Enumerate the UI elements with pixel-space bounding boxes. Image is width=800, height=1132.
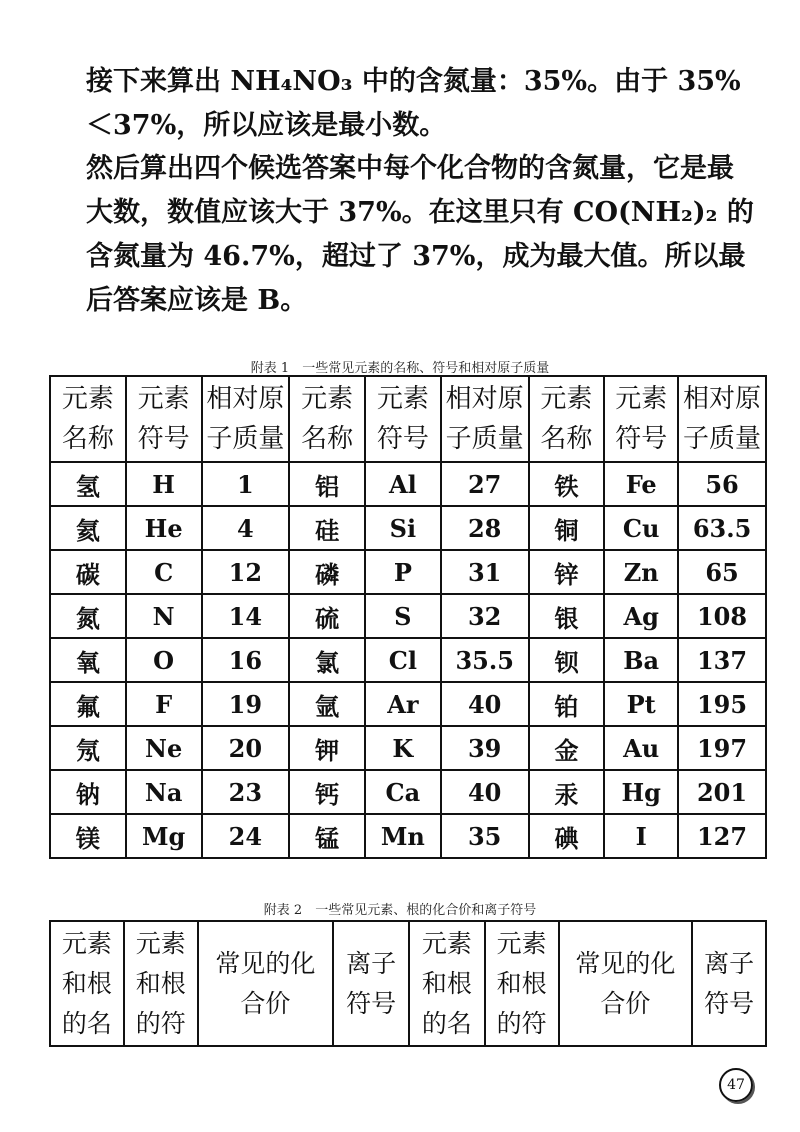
table-cell: Ag — [604, 594, 678, 638]
table1-header-line: 子质量 — [683, 424, 762, 454]
table2-header-line: 元素 — [421, 928, 472, 958]
table1-header-line: 相对原 — [445, 384, 524, 414]
table2-header-line: 和根 — [421, 968, 472, 998]
table1-caption: 附表 1 一些常见元素的名称、符号和相对原子质量 — [250, 361, 550, 376]
table-cell: 40 — [441, 770, 529, 814]
table2-header-line: 合价 — [240, 988, 291, 1018]
table-cell: 65 — [678, 550, 766, 594]
table-cell: 56 — [678, 462, 766, 506]
table-row — [50, 550, 766, 594]
table-row — [50, 726, 766, 770]
table2-header-line: 的名 — [61, 1008, 112, 1038]
table-cell: 铜 — [529, 506, 605, 550]
table-cell: Mg — [126, 814, 202, 858]
table-cell: 铂 — [529, 682, 605, 726]
table1-header-line: 名称 — [540, 424, 593, 454]
table2-header-cell — [333, 921, 409, 1046]
table-cell: 4 — [202, 506, 290, 550]
table1-header-cell — [202, 376, 290, 462]
table-cell: 16 — [202, 638, 290, 682]
table2-header-line: 符号 — [346, 988, 397, 1018]
table-cell: 35.5 — [441, 638, 529, 682]
table1-header-line: 元素 — [61, 384, 114, 414]
table2-header-row — [50, 921, 766, 1046]
table2-header-line: 元素 — [61, 928, 112, 958]
valence-table — [49, 920, 767, 1047]
table1-header-line: 子质量 — [206, 424, 285, 454]
table-cell: 氦 — [50, 506, 126, 550]
table-cell: 127 — [678, 814, 766, 858]
table-cell: 32 — [441, 594, 529, 638]
table-cell: Ca — [365, 770, 441, 814]
table1-header-line: 相对原 — [206, 384, 285, 414]
table1-header-line: 名称 — [61, 424, 114, 454]
table-cell: Mn — [365, 814, 441, 858]
table-row — [50, 638, 766, 682]
table1-header-row — [50, 376, 766, 462]
table-cell: Pt — [604, 682, 678, 726]
table2-header-line: 常见的化 — [215, 948, 316, 978]
table1-header-cell — [678, 376, 766, 462]
paragraph-1: 接下来算出 NH₄NO₃ 中的含氮量：35%。由于 35%＜37%，所以应该是最小数。 — [86, 66, 741, 141]
table2-header-cell — [124, 921, 198, 1046]
table-cell: 氩 — [289, 682, 365, 726]
table-cell: 24 — [202, 814, 290, 858]
table-cell: 35 — [441, 814, 529, 858]
table2-header-cell — [692, 921, 766, 1046]
table-cell: Cl — [365, 638, 441, 682]
table-cell: 磷 — [289, 550, 365, 594]
table-cell: 40 — [441, 682, 529, 726]
table-cell: Zn — [604, 550, 678, 594]
table-cell: 1 — [202, 462, 290, 506]
table1-header-cell — [50, 376, 126, 462]
table2-header-cell — [409, 921, 485, 1046]
table2-header-cell — [559, 921, 693, 1046]
table-cell: Ne — [126, 726, 202, 770]
table1-header-line: 相对原 — [683, 384, 762, 414]
table-cell: 银 — [529, 594, 605, 638]
table-cell: H — [126, 462, 202, 506]
table-cell: 镁 — [50, 814, 126, 858]
table-row — [50, 682, 766, 726]
table-cell: S — [365, 594, 441, 638]
table-cell: F — [126, 682, 202, 726]
table1-header-cell — [289, 376, 365, 462]
table-cell: 氮 — [50, 594, 126, 638]
table-cell: 63.5 — [678, 506, 766, 550]
table-cell: Si — [365, 506, 441, 550]
table-cell: Al — [365, 462, 441, 506]
table1-header-cell — [126, 376, 202, 462]
table2-header-line: 和根 — [496, 968, 547, 998]
table-cell: 铁 — [529, 462, 605, 506]
table-cell: K — [365, 726, 441, 770]
table1-header-line: 符号 — [376, 424, 429, 454]
page-number: 47 — [719, 1068, 753, 1102]
table-cell: Ar — [365, 682, 441, 726]
table-cell: 氟 — [50, 682, 126, 726]
table-cell: 碘 — [529, 814, 605, 858]
table2-header-line: 的符 — [135, 1008, 186, 1038]
table-cell: 氖 — [50, 726, 126, 770]
table1-header-line: 元素 — [540, 384, 593, 414]
table-cell: 137 — [678, 638, 766, 682]
table2-header-line: 离子 — [346, 948, 397, 978]
table-cell: I — [604, 814, 678, 858]
table-row — [50, 814, 766, 858]
table1-header-line: 符号 — [137, 424, 190, 454]
table-cell: 28 — [441, 506, 529, 550]
table-cell: Fe — [604, 462, 678, 506]
table2-header-line: 的名 — [421, 1008, 472, 1038]
paragraph-2: 然后算出四个候选答案中每个化合物的含氮量，它是最大数，数值应该大于 37%。在这里只有 CO(NH₂)₂ 的含氮量为 46.7%，超过了 37%，成为最大值。所以最后答案应该是 B。 — [86, 153, 754, 316]
table2-header-line: 合价 — [600, 988, 651, 1018]
table2-header-line: 元素 — [135, 928, 186, 958]
table-cell: 19 — [202, 682, 290, 726]
table1-header-line: 元素 — [137, 384, 190, 414]
table1-header-cell — [441, 376, 529, 462]
table-cell: 197 — [678, 726, 766, 770]
table2-header-cell — [485, 921, 559, 1046]
table2-header-line: 和根 — [135, 968, 186, 998]
table-cell: N — [126, 594, 202, 638]
table-cell: Na — [126, 770, 202, 814]
table-cell: 铝 — [289, 462, 365, 506]
table-row — [50, 506, 766, 550]
table-cell: 31 — [441, 550, 529, 594]
table2-header-line: 离子 — [704, 948, 755, 978]
table1-header-cell — [365, 376, 441, 462]
table2-header-line: 和根 — [61, 968, 112, 998]
table2-header-line: 元素 — [496, 928, 547, 958]
table-cell: 氢 — [50, 462, 126, 506]
table1-header-line: 名称 — [301, 424, 354, 454]
table-cell: 108 — [678, 594, 766, 638]
table-cell: O — [126, 638, 202, 682]
table-cell: 195 — [678, 682, 766, 726]
table-cell: 硫 — [289, 594, 365, 638]
table1-header-cell — [604, 376, 678, 462]
table-cell: 23 — [202, 770, 290, 814]
table-cell: 钠 — [50, 770, 126, 814]
table-cell: 钡 — [529, 638, 605, 682]
table-cell: 硅 — [289, 506, 365, 550]
element-mass-table — [49, 375, 767, 859]
table-cell: 碳 — [50, 550, 126, 594]
table-cell: 钾 — [289, 726, 365, 770]
table2-header-cell — [198, 921, 334, 1046]
table-cell: 201 — [678, 770, 766, 814]
table1-header-line: 元素 — [615, 384, 668, 414]
table-cell: 27 — [441, 462, 529, 506]
table-cell: 锰 — [289, 814, 365, 858]
table2-header-line: 常见的化 — [575, 948, 676, 978]
table-cell: 氯 — [289, 638, 365, 682]
table-cell: Au — [604, 726, 678, 770]
table-row — [50, 770, 766, 814]
table1-header-line: 符号 — [615, 424, 668, 454]
table-cell: Ba — [604, 638, 678, 682]
table-cell: 14 — [202, 594, 290, 638]
table-cell: 39 — [441, 726, 529, 770]
table-cell: 锌 — [529, 550, 605, 594]
table-cell: 20 — [202, 726, 290, 770]
table-row — [50, 594, 766, 638]
table-cell: 氧 — [50, 638, 126, 682]
table-cell: 金 — [529, 726, 605, 770]
table1-header-line: 元素 — [376, 384, 429, 414]
table-cell: C — [126, 550, 202, 594]
table-cell: P — [365, 550, 441, 594]
table-cell: Hg — [604, 770, 678, 814]
table1-header-line: 子质量 — [445, 424, 524, 454]
table1-header-line: 元素 — [301, 384, 354, 414]
table-row — [50, 462, 766, 506]
table2-header-line: 的符 — [496, 1008, 547, 1038]
table2-header-line: 符号 — [704, 988, 755, 1018]
table-cell: 钙 — [289, 770, 365, 814]
table-cell: He — [126, 506, 202, 550]
table-cell: 汞 — [529, 770, 605, 814]
table2-caption: 附表 2 一些常见元素、根的化合价和离子符号 — [263, 903, 537, 918]
table-cell: 12 — [202, 550, 290, 594]
table2-header-cell — [50, 921, 124, 1046]
table-cell: Cu — [604, 506, 678, 550]
table1-header-cell — [529, 376, 605, 462]
